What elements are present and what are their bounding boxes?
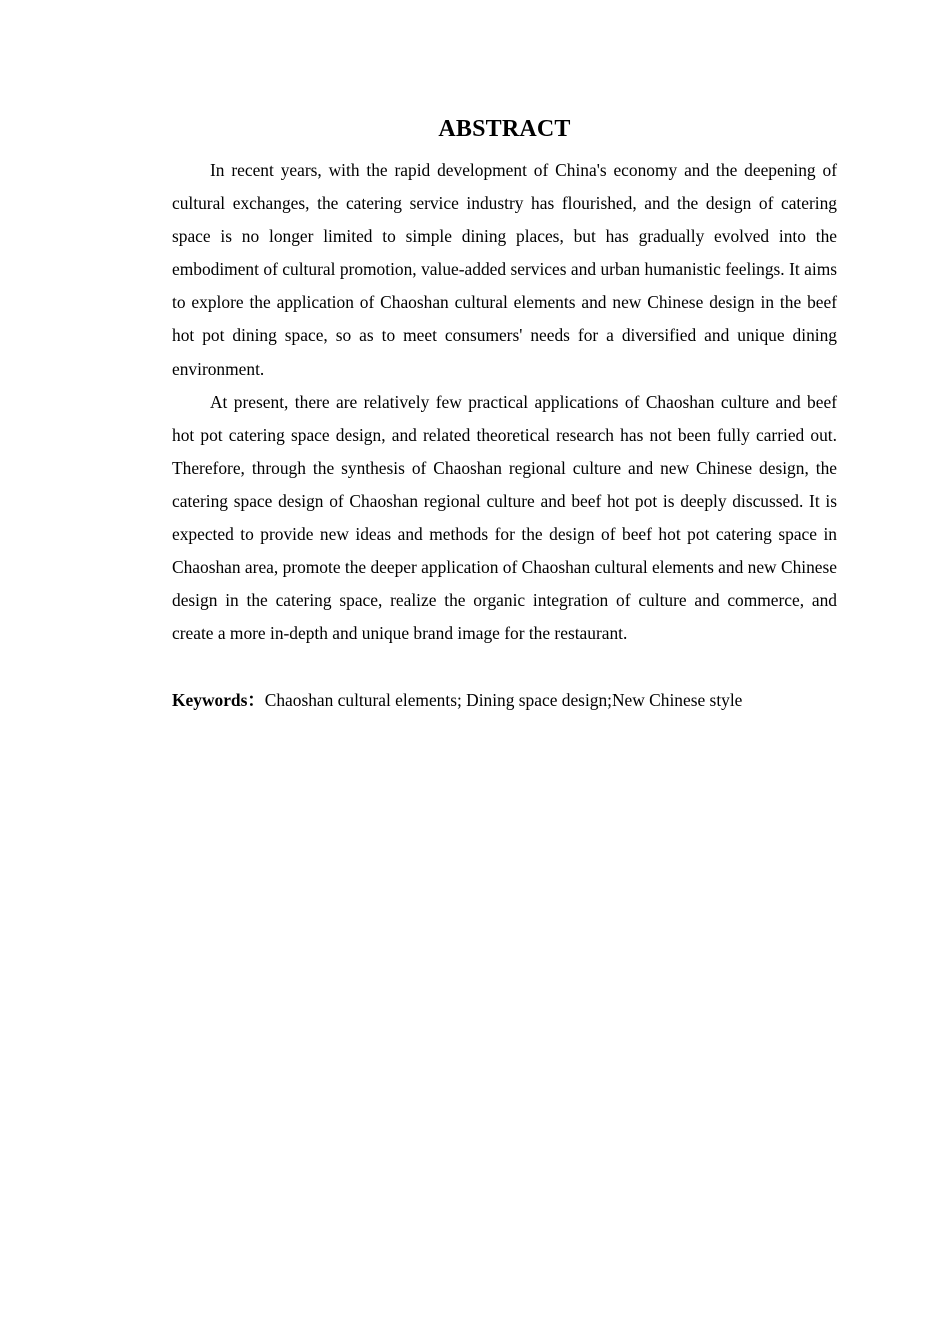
abstract-section: [172, 112, 837, 717]
abstract-paragraph-1: In recent years, with the rapid development of China's economy and the deepening of cultural exchanges, the catering service industry has flourished, and the design of catering space is no longer limited to simple dining places, but has gradually evolved into the embodiment of cultural promotion, value-added services and urban humanistic feelings. It aims to explore the application of Chaoshan cultural elements and new Chinese design in the beef hot pot dining space, so as to meet consumers' needs for a diversified and unique dining environment.: [172, 160, 837, 379]
abstract-paragraph-2: At present, there are relatively few practical applications of Chaoshan culture and beef hot pot catering space design, and related theoretical research has not been fully carried out. Therefore, through the synthesis of Chaoshan regional culture and new Chinese design, the catering space design of Chaoshan regional culture and beef hot pot is deeply discussed. It is expected to provide new ideas and methods for the design of beef hot pot catering space in Chaoshan area, promote the deeper application of Chaoshan cultural elements and new Chinese design in the catering space, realize the organic integration of culture and commerce, and create a more in-depth and unique brand image for the restaurant.: [172, 391, 837, 644]
keywords-line: [172, 684, 837, 717]
page-title: ABSTRACT: [438, 116, 571, 142]
keywords-text: Chaoshan cultural elements; Dining space design;New Chinese style: [264, 690, 743, 711]
keywords-label: Keywords：: [172, 690, 265, 711]
